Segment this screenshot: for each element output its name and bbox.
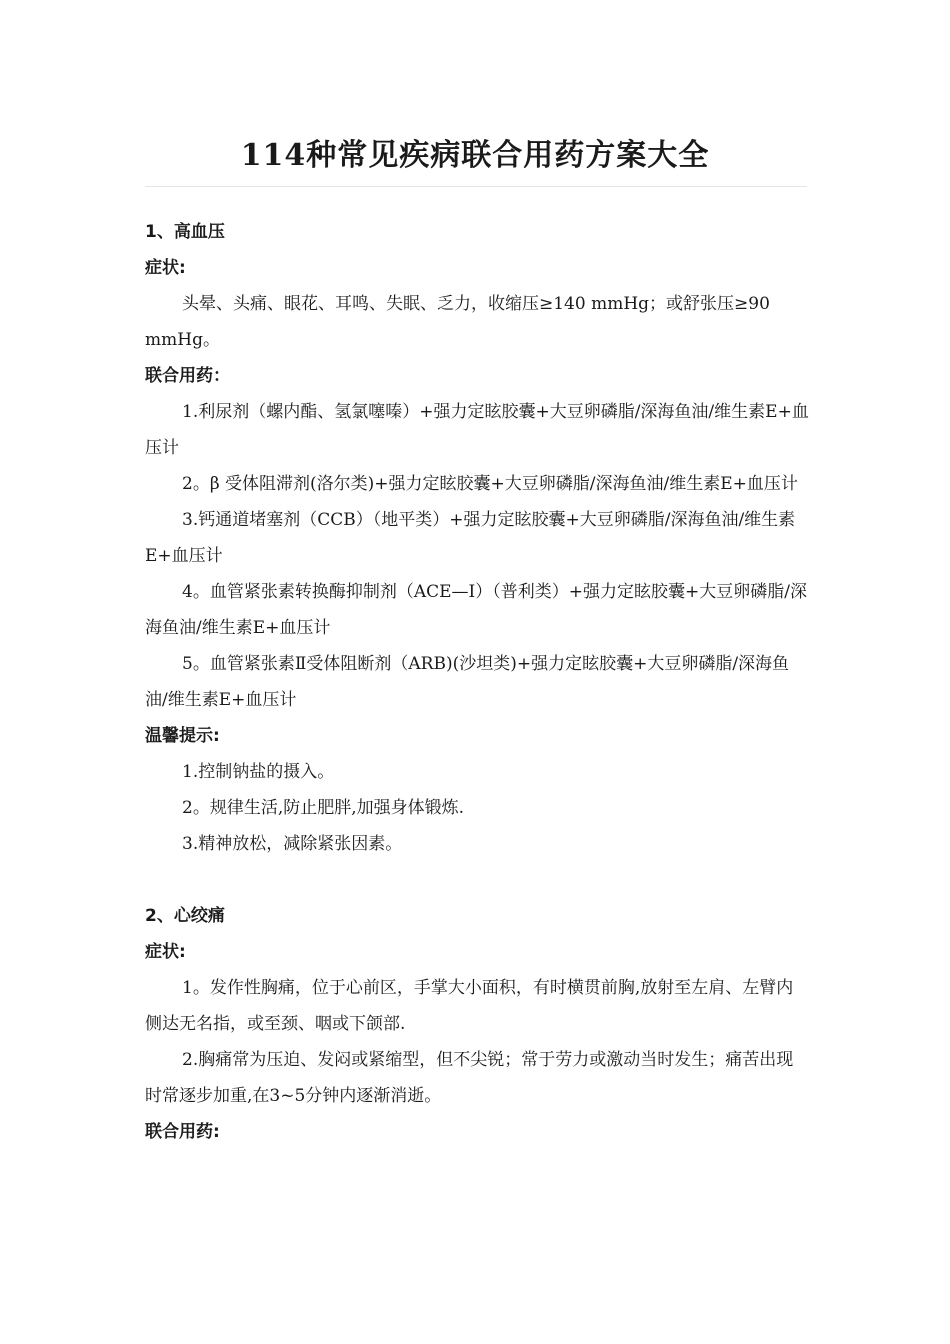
combo-item: 5。血管紧张素Ⅱ受体阻断剂（ARB)(沙坦类)+强力定眩胶囊+大豆卵磷脂/深海鱼油/维生素E+血压计 [145, 654, 790, 710]
section-heading: 1、高血压 [145, 222, 225, 242]
symptoms-label: 症状: [145, 942, 186, 962]
symptoms-label: 症状: [145, 258, 186, 278]
title-divider [145, 186, 807, 187]
symptom-paragraph: 1。发作性胸痛，位于心前区，手掌大小面积，有时横贯前胸,放射至左肩、左臂内侧达无名指，或至颈、咽或下颌部. [145, 978, 794, 1034]
combo-item: 3.钙通道堵塞剂（CCB）（地平类）+强力定眩胶囊+大豆卵磷脂/深海鱼油/维生素E+血压计 [145, 510, 796, 566]
tip-item: 1.控制钠盐的摄入。 [182, 762, 335, 782]
combo-item: 2。β 受体阻滞剂(洛尔类)+强力定眩胶囊+大豆卵磷脂/深海鱼油/维生素E+血压计 [182, 474, 798, 494]
section-heading: 2、心绞痛 [145, 906, 225, 926]
document-body [145, 214, 810, 1150]
document-title: 114种常见疾病联合用药方案大全 [240, 138, 710, 173]
tip-item: 3.精神放松，减除紧张因素。 [182, 834, 403, 854]
combo-label: 联合用药： [145, 366, 230, 386]
tip-item: 2。规律生活,防止肥胖,加强身体锻炼. [182, 798, 465, 818]
tips-label: 温馨提示: [145, 726, 220, 746]
combo-item: 4。血管紧张素转换酶抑制剂（ACE—I）（普利类）+强力定眩胶囊+大豆卵磷脂/深海鱼油/维生素E+血压计 [145, 582, 807, 638]
section-spacer [145, 862, 810, 898]
combo-item: 1.利尿剂（螺内酯、氢氯噻嗪）+强力定眩胶囊+大豆卵磷脂/深海鱼油/维生素E+血压计 [145, 402, 809, 458]
symptom-paragraph: 2.胸痛常为压迫、发闷或紧缩型，但不尖锐；常于劳力或激动当时发生；痛苦出现时常逐步加重,在3~5分钟内逐渐消逝。 [145, 1050, 794, 1106]
combo-label: 联合用药: [145, 1122, 220, 1142]
symptom-paragraph: 头晕、头痛、眼花、耳鸣、失眠、乏力，收缩压≥140 mmHg；或舒张压≥90 mmHg。 [145, 294, 770, 350]
